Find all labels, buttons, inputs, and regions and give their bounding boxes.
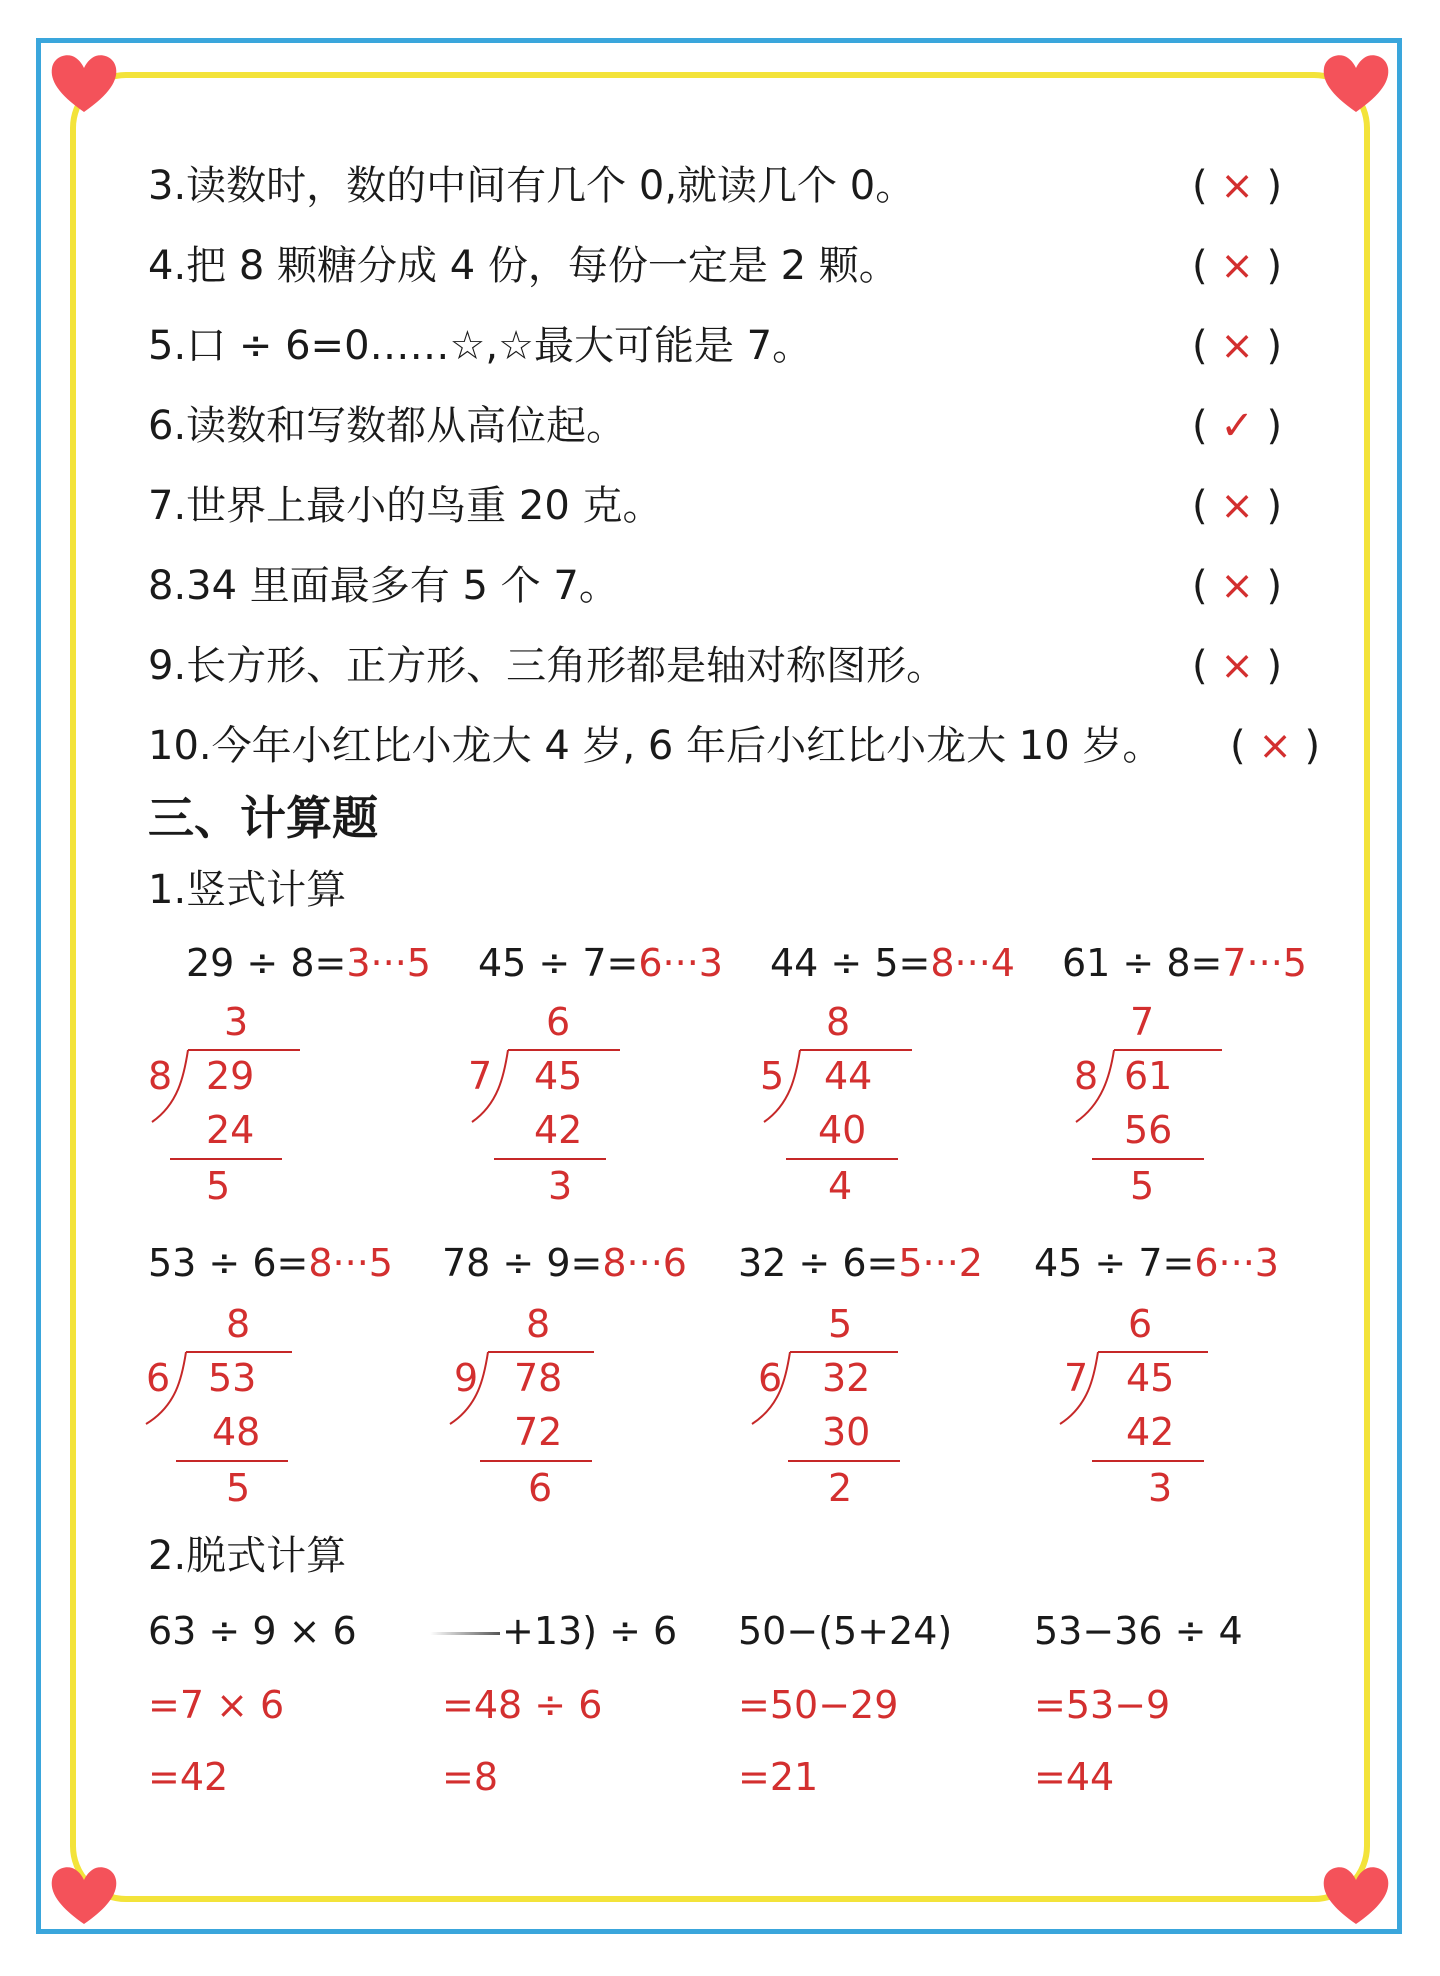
judge-answer: ( × ) — [1192, 243, 1283, 289]
section-title: 三、计算题 — [148, 791, 378, 845]
vertical-calc-title: 1.竖式计算 — [148, 867, 347, 913]
division-equation: 78 ÷ 9=8···6 — [442, 1241, 687, 1285]
judge-question: 7.世界上最小的鸟重 20 克。 — [148, 483, 663, 529]
long-division — [748, 1302, 928, 1510]
long-division — [466, 1000, 646, 1208]
remainder: 5 — [206, 1164, 231, 1208]
division-answer: 5···2 — [898, 1241, 983, 1285]
divisor: 8 — [148, 1054, 173, 1098]
division-equation: 45 ÷ 7=6···3 — [1034, 1241, 1279, 1285]
subtraction-line — [494, 1158, 606, 1160]
divisor: 7 — [468, 1054, 493, 1098]
answer-mark: × — [1220, 243, 1254, 289]
division-equation: 29 ÷ 8=3···5 — [186, 941, 431, 985]
remainder: 3 — [548, 1164, 573, 1208]
answer-mark: × — [1220, 323, 1254, 369]
division-answer: 6···3 — [1194, 1241, 1279, 1285]
quotient: 6 — [1128, 1302, 1153, 1346]
product: 56 — [1124, 1108, 1173, 1152]
remainder: 5 — [226, 1466, 251, 1510]
answer-mark: × — [1220, 563, 1254, 609]
product: 48 — [212, 1410, 261, 1454]
dividend: 29 — [206, 1054, 255, 1098]
stepwise-calc-title: 2.脱式计算 — [148, 1533, 347, 1579]
quotient: 6 — [546, 1000, 571, 1044]
dividend: 78 — [514, 1356, 563, 1400]
division-equation: 53 ÷ 6=8···5 — [148, 1241, 393, 1285]
judge-answer: ( × ) — [1192, 163, 1283, 209]
stepwise-result: =44 — [1034, 1755, 1115, 1799]
stepwise-expression: +13) ÷ 6 — [430, 1606, 677, 1656]
divisor: 9 — [454, 1356, 479, 1400]
division-answer: 8···4 — [930, 941, 1015, 985]
product: 40 — [818, 1108, 867, 1152]
judge-question: 6.读数和写数都从高位起。 — [148, 403, 627, 449]
quotient: 8 — [526, 1302, 551, 1346]
divisor: 6 — [146, 1356, 171, 1400]
subtraction-line — [1092, 1158, 1204, 1160]
subtraction-line — [1092, 1460, 1204, 1462]
long-division — [758, 1000, 938, 1208]
judge-question: 10.今年小红比小龙大 4 岁, 6 年后小红比小龙大 10 岁。 — [148, 723, 1163, 769]
stepwise-result: =8 — [442, 1755, 499, 1799]
divisor: 5 — [760, 1054, 785, 1098]
long-division — [444, 1302, 624, 1510]
remainder: 6 — [528, 1466, 553, 1510]
product: 24 — [206, 1108, 255, 1152]
judge-question: 5.口 ÷ 6=0……☆,☆最大可能是 7。 — [148, 323, 813, 369]
subtraction-line — [176, 1460, 288, 1462]
division-equation: 61 ÷ 8=7···5 — [1062, 941, 1307, 985]
remainder: 3 — [1148, 1466, 1173, 1510]
answer-mark: × — [1220, 483, 1254, 529]
dividend: 61 — [1124, 1054, 1173, 1098]
product: 42 — [1126, 1410, 1175, 1454]
subtraction-line — [170, 1158, 282, 1160]
product: 72 — [514, 1410, 563, 1454]
judge-answer: ( × ) — [1192, 323, 1283, 369]
judge-answer: ( × ) — [1192, 643, 1283, 689]
divisor: 8 — [1074, 1054, 1099, 1098]
remainder: 2 — [828, 1466, 853, 1510]
long-division — [148, 1000, 328, 1208]
division-answer: 6···3 — [638, 941, 723, 985]
division-answer: 8···6 — [602, 1241, 687, 1285]
judge-question: 3.读数时，数的中间有几个 0,就读几个 0。 — [148, 163, 916, 209]
judge-answer: ( ✓ ) — [1192, 403, 1283, 449]
judge-question: 8.34 里面最多有 5 个 7。 — [148, 563, 619, 609]
division-answer: 7···5 — [1222, 941, 1307, 985]
divisor: 6 — [758, 1356, 783, 1400]
product: 42 — [534, 1108, 583, 1152]
quotient: 7 — [1130, 1000, 1155, 1044]
answer-mark: × — [1258, 723, 1292, 769]
heart-icon — [1320, 50, 1392, 116]
quotient: 5 — [828, 1302, 853, 1346]
subtraction-line — [786, 1158, 898, 1160]
quotient: 8 — [226, 1302, 251, 1346]
division-equation: 45 ÷ 7=6···3 — [478, 941, 723, 985]
dividend: 45 — [534, 1054, 583, 1098]
division-answer: 8···5 — [308, 1241, 393, 1285]
heart-icon — [1320, 1862, 1392, 1928]
heart-icon — [48, 1862, 120, 1928]
product: 30 — [822, 1410, 871, 1454]
heart-icon — [48, 50, 120, 116]
judge-question: 9.长方形、正方形、三角形都是轴对称图形。 — [148, 643, 947, 689]
dividend: 32 — [822, 1356, 871, 1400]
long-division — [140, 1302, 320, 1510]
quotient: 8 — [826, 1000, 851, 1044]
division-answer: 3···5 — [346, 941, 431, 985]
stepwise-step: =53−9 — [1034, 1683, 1171, 1727]
answer-mark: × — [1220, 163, 1254, 209]
remainder: 5 — [1130, 1164, 1155, 1208]
stepwise-expression: 63 ÷ 9 × 6 — [148, 1609, 357, 1653]
judge-answer: ( × ) — [1230, 723, 1321, 769]
judge-answer: ( × ) — [1192, 483, 1283, 529]
judge-question: 4.把 8 颗糖分成 4 份，每份一定是 2 颗。 — [148, 243, 899, 289]
divisor: 7 — [1064, 1356, 1089, 1400]
stepwise-step: =50−29 — [738, 1683, 899, 1727]
answer-mark: ✓ — [1220, 403, 1254, 449]
remainder: 4 — [828, 1164, 853, 1208]
judge-answer: ( × ) — [1192, 563, 1283, 609]
stepwise-result: =42 — [148, 1755, 229, 1799]
stepwise-step: =48 ÷ 6 — [442, 1683, 603, 1727]
subtraction-line — [480, 1460, 592, 1462]
stepwise-step: =7 × 6 — [148, 1683, 285, 1727]
long-division — [1054, 1000, 1234, 1208]
stepwise-expression: 53−36 ÷ 4 — [1034, 1609, 1243, 1653]
obscured-stroke — [430, 1632, 500, 1635]
stepwise-result: =21 — [738, 1755, 819, 1799]
subtraction-line — [788, 1460, 900, 1462]
long-division — [1052, 1302, 1232, 1510]
stepwise-expression: 50−(5+24) — [738, 1609, 953, 1653]
division-equation: 44 ÷ 5=8···4 — [770, 941, 1015, 985]
dividend: 44 — [824, 1054, 873, 1098]
quotient: 3 — [224, 1000, 249, 1044]
dividend: 45 — [1126, 1356, 1175, 1400]
division-equation: 32 ÷ 6=5···2 — [738, 1241, 983, 1285]
dividend: 53 — [208, 1356, 257, 1400]
answer-mark: × — [1220, 643, 1254, 689]
